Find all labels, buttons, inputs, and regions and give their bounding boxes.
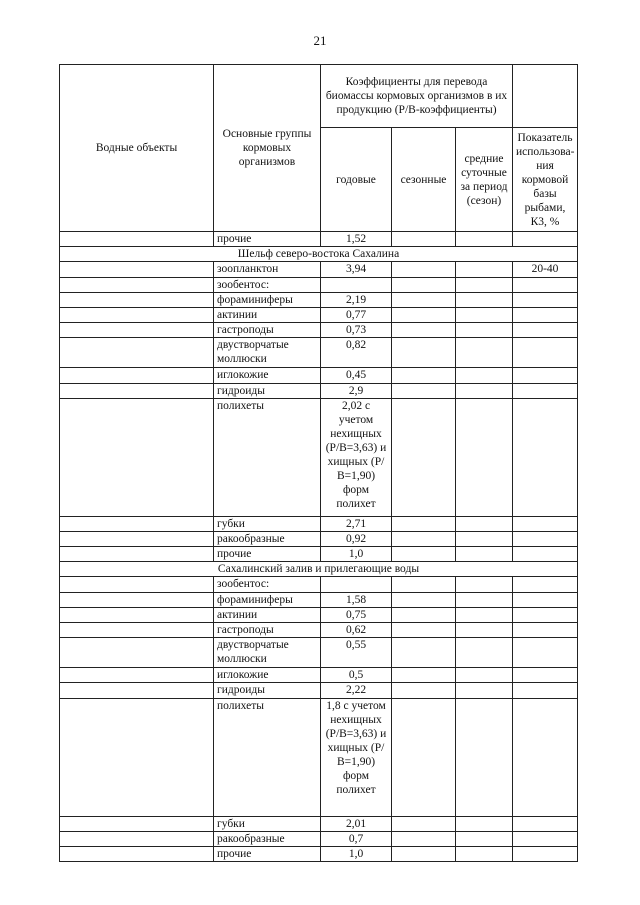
seasonal-cell xyxy=(392,531,456,546)
index-cell xyxy=(513,816,578,831)
table-row xyxy=(60,547,578,562)
group-cell: фораминиферы xyxy=(214,292,321,307)
annual-cell: 3,94 xyxy=(321,262,392,277)
seasonal-cell xyxy=(392,338,456,368)
daily-cell xyxy=(456,277,513,292)
daily-cell xyxy=(456,307,513,322)
table-row xyxy=(60,816,578,831)
seasonal-cell xyxy=(392,323,456,338)
water-object-cell xyxy=(60,846,214,861)
annual-cell: 2,01 xyxy=(321,816,392,831)
header-annual: годовые xyxy=(321,128,392,232)
header-daily: средние суточные за период (сезон) xyxy=(456,128,513,232)
seasonal-cell xyxy=(392,307,456,322)
annual-cell: 0,55 xyxy=(321,638,392,668)
water-object-cell xyxy=(60,292,214,307)
group-cell: зообентос: xyxy=(214,577,321,592)
water-object-cell xyxy=(60,592,214,607)
seasonal-cell xyxy=(392,846,456,861)
daily-cell xyxy=(456,638,513,668)
section-row xyxy=(60,562,578,577)
water-object-cell xyxy=(60,516,214,531)
water-object-cell xyxy=(60,698,214,816)
header-water-objects: Водные объекты xyxy=(60,65,214,232)
annual-cell: 2,22 xyxy=(321,683,392,698)
group-cell: фораминиферы xyxy=(214,592,321,607)
index-cell xyxy=(513,516,578,531)
daily-cell xyxy=(456,698,513,816)
daily-cell xyxy=(456,292,513,307)
index-cell xyxy=(513,323,578,338)
seasonal-cell xyxy=(392,668,456,683)
table-row xyxy=(60,232,578,247)
index-cell xyxy=(513,846,578,861)
group-cell: полихеты xyxy=(214,398,321,516)
annual-cell: 1,8 с учетом нехищных (Р/В=3,63) и хищных (Р/В=1,90) форм полихет xyxy=(321,698,392,816)
water-object-cell xyxy=(60,531,214,546)
index-cell xyxy=(513,638,578,668)
daily-cell xyxy=(456,592,513,607)
annual-cell: 1,0 xyxy=(321,547,392,562)
section-title: Сахалинский залив и прилегающие воды xyxy=(60,562,578,577)
group-cell: актинии xyxy=(214,307,321,322)
group-cell: гидроиды xyxy=(214,383,321,398)
table-row xyxy=(60,323,578,338)
group-cell: гастроподы xyxy=(214,323,321,338)
seasonal-cell xyxy=(392,816,456,831)
seasonal-cell xyxy=(392,638,456,668)
header-empty-cell xyxy=(513,65,578,128)
table-row xyxy=(60,592,578,607)
annual-cell: 0,77 xyxy=(321,307,392,322)
table-row xyxy=(60,623,578,638)
index-cell xyxy=(513,592,578,607)
header-food-groups: Основные группы кормовых организмов xyxy=(214,65,321,232)
annual-cell: 2,71 xyxy=(321,516,392,531)
table-row xyxy=(60,292,578,307)
seasonal-cell xyxy=(392,623,456,638)
table-row xyxy=(60,338,578,368)
group-cell: иглокожие xyxy=(214,668,321,683)
table-row xyxy=(60,277,578,292)
group-cell: прочие xyxy=(214,846,321,861)
daily-cell xyxy=(456,398,513,516)
table-row xyxy=(60,831,578,846)
group-cell: прочие xyxy=(214,547,321,562)
pb-coefficients-table xyxy=(59,64,578,862)
annual-cell: 0,73 xyxy=(321,323,392,338)
seasonal-cell xyxy=(392,698,456,816)
index-cell xyxy=(513,683,578,698)
annual-cell: 2,02 с учетом нехищных (Р/В=3,63) и хищных (Р/В=1,90) форм полихет xyxy=(321,398,392,516)
water-object-cell xyxy=(60,383,214,398)
section-row xyxy=(60,247,578,262)
water-object-cell xyxy=(60,683,214,698)
seasonal-cell xyxy=(392,547,456,562)
water-object-cell xyxy=(60,816,214,831)
annual-cell: 0,92 xyxy=(321,531,392,546)
group-cell: прочие xyxy=(214,232,321,247)
daily-cell xyxy=(456,683,513,698)
water-object-cell xyxy=(60,323,214,338)
annual-cell: 0,5 xyxy=(321,668,392,683)
seasonal-cell xyxy=(392,232,456,247)
seasonal-cell xyxy=(392,831,456,846)
water-object-cell xyxy=(60,338,214,368)
index-cell xyxy=(513,292,578,307)
index-cell xyxy=(513,698,578,816)
annual-cell: 0,7 xyxy=(321,831,392,846)
header-seasonal: сезонные xyxy=(392,128,456,232)
index-cell xyxy=(513,398,578,516)
annual-cell: 0,75 xyxy=(321,607,392,622)
table-row xyxy=(60,638,578,668)
seasonal-cell xyxy=(392,262,456,277)
table-row xyxy=(60,398,578,516)
table-row xyxy=(60,368,578,383)
water-object-cell xyxy=(60,232,214,247)
table-row xyxy=(60,846,578,861)
index-cell xyxy=(513,232,578,247)
index-cell xyxy=(513,831,578,846)
daily-cell xyxy=(456,668,513,683)
daily-cell xyxy=(456,831,513,846)
index-cell xyxy=(513,607,578,622)
water-object-cell xyxy=(60,668,214,683)
water-object-cell xyxy=(60,547,214,562)
seasonal-cell xyxy=(392,683,456,698)
table-row xyxy=(60,607,578,622)
section-title: Шельф северо-востока Сахалина xyxy=(60,247,578,262)
seasonal-cell xyxy=(392,577,456,592)
index-cell xyxy=(513,277,578,292)
index-cell xyxy=(513,307,578,322)
daily-cell xyxy=(456,383,513,398)
group-cell: зообентос: xyxy=(214,277,321,292)
table-row xyxy=(60,683,578,698)
water-object-cell xyxy=(60,577,214,592)
seasonal-cell xyxy=(392,292,456,307)
annual-cell: 0,82 xyxy=(321,338,392,368)
annual-cell: 0,45 xyxy=(321,368,392,383)
water-object-cell xyxy=(60,638,214,668)
table-row xyxy=(60,577,578,592)
annual-cell xyxy=(321,577,392,592)
daily-cell xyxy=(456,846,513,861)
daily-cell xyxy=(456,623,513,638)
seasonal-cell xyxy=(392,368,456,383)
index-cell xyxy=(513,368,578,383)
daily-cell xyxy=(456,547,513,562)
seasonal-cell xyxy=(392,277,456,292)
daily-cell xyxy=(456,531,513,546)
annual-cell: 2,19 xyxy=(321,292,392,307)
daily-cell xyxy=(456,577,513,592)
water-object-cell xyxy=(60,368,214,383)
group-cell: двустворчатые моллюски xyxy=(214,638,321,668)
water-object-cell xyxy=(60,831,214,846)
index-cell xyxy=(513,623,578,638)
annual-cell: 1,58 xyxy=(321,592,392,607)
group-cell: полихеты xyxy=(214,698,321,816)
index-cell xyxy=(513,531,578,546)
page-number: 21 xyxy=(313,33,327,48)
daily-cell xyxy=(456,232,513,247)
seasonal-cell xyxy=(392,516,456,531)
water-object-cell xyxy=(60,398,214,516)
group-cell: губки xyxy=(214,516,321,531)
group-cell: ракообразные xyxy=(214,831,321,846)
header-pb-coefficients: Коэффициенты для перевода биомассы кормовых организмов в их продукцию (Р/В-коэффициенты) xyxy=(321,65,513,128)
daily-cell xyxy=(456,262,513,277)
water-object-cell xyxy=(60,607,214,622)
table-row xyxy=(60,698,578,816)
group-cell: зоопланктон xyxy=(214,262,321,277)
daily-cell xyxy=(456,816,513,831)
annual-cell: 0,62 xyxy=(321,623,392,638)
index-cell xyxy=(513,338,578,368)
daily-cell xyxy=(456,323,513,338)
header-index: Показатель использова-ния кормовой базы рыбами, К3, % xyxy=(513,128,578,232)
group-cell: актинии xyxy=(214,607,321,622)
index-cell: 20-40 xyxy=(513,262,578,277)
index-cell xyxy=(513,383,578,398)
group-cell: двустворчатые моллюски xyxy=(214,338,321,368)
table-row xyxy=(60,668,578,683)
group-cell: иглокожие xyxy=(214,368,321,383)
daily-cell xyxy=(456,516,513,531)
daily-cell xyxy=(456,338,513,368)
table-row xyxy=(60,262,578,277)
group-cell: ракообразные xyxy=(214,531,321,546)
index-cell xyxy=(513,577,578,592)
water-object-cell xyxy=(60,623,214,638)
table-row xyxy=(60,307,578,322)
group-cell: гастроподы xyxy=(214,623,321,638)
seasonal-cell xyxy=(392,607,456,622)
water-object-cell xyxy=(60,277,214,292)
daily-cell xyxy=(456,607,513,622)
annual-cell: 2,9 xyxy=(321,383,392,398)
table-row xyxy=(60,531,578,546)
seasonal-cell xyxy=(392,383,456,398)
daily-cell xyxy=(456,368,513,383)
group-cell: гидроиды xyxy=(214,683,321,698)
annual-cell xyxy=(321,277,392,292)
index-cell xyxy=(513,547,578,562)
table-row xyxy=(60,383,578,398)
seasonal-cell xyxy=(392,592,456,607)
seasonal-cell xyxy=(392,398,456,516)
annual-cell: 1,52 xyxy=(321,232,392,247)
table-row xyxy=(60,516,578,531)
water-object-cell xyxy=(60,307,214,322)
group-cell: губки xyxy=(214,816,321,831)
water-object-cell xyxy=(60,262,214,277)
index-cell xyxy=(513,668,578,683)
annual-cell: 1,0 xyxy=(321,846,392,861)
